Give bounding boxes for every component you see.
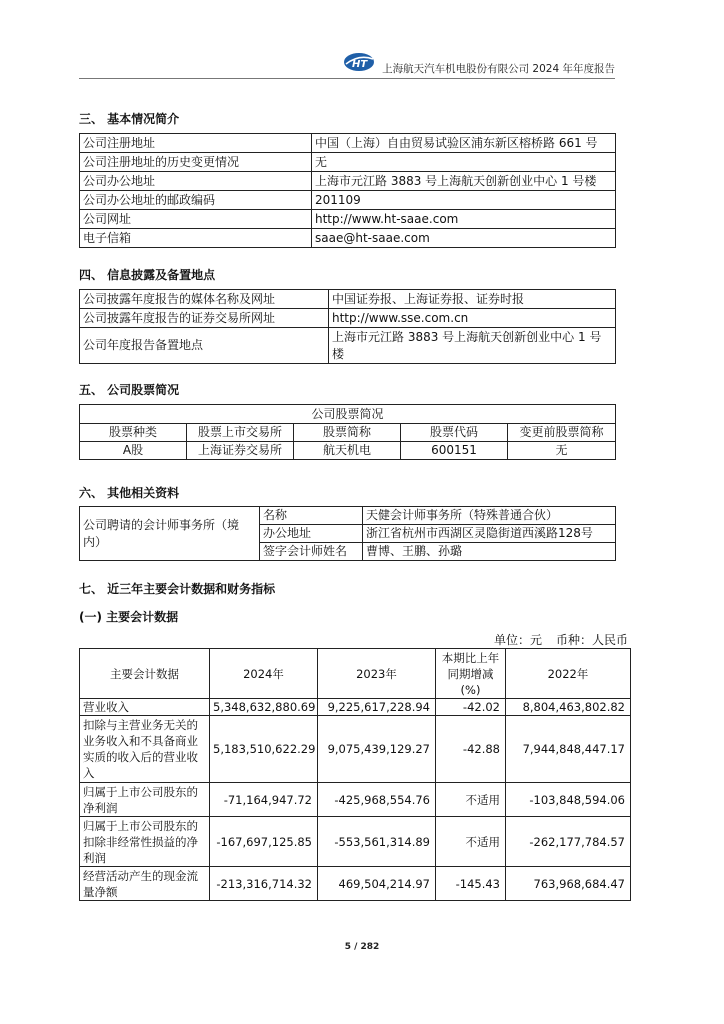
cell-label: 公司年度报告备置地点 <box>80 328 329 364</box>
row-label: 扣除与主营业务无关的业务收入和不具备商业实质的收入后的营业收入 <box>80 716 210 783</box>
table-row <box>80 229 616 248</box>
table-row <box>80 507 616 525</box>
table-row <box>80 172 616 191</box>
cell-label: 公司网址 <box>80 210 312 229</box>
cell-label: 公司注册地址 <box>80 134 312 153</box>
page-header <box>79 48 615 79</box>
cell-value: 航天机电 <box>294 442 401 460</box>
cell-2023: 9,225,617,228.94 <box>318 699 436 716</box>
cell-2024: -213,316,714.32 <box>210 867 318 901</box>
cell-label: 公司办公地址的邮政编码 <box>80 191 312 210</box>
unit-label: 单位：元 <box>493 633 542 647</box>
table-row <box>80 699 631 716</box>
table-row <box>80 442 616 460</box>
table-row <box>80 817 631 867</box>
cell-2024: 5,348,632,880.69 <box>210 699 318 716</box>
cell-2024: -71,164,947.72 <box>210 783 318 817</box>
column-header: 本期比上年同期增减(%) <box>436 649 506 699</box>
cell-value: 上海证券交易所 <box>187 442 294 460</box>
company-logo <box>343 52 375 72</box>
table-row <box>80 153 616 172</box>
cell-value: http://www.ht-saae.com <box>312 210 616 229</box>
column-header: 股票种类 <box>80 424 187 442</box>
table-header-row <box>80 424 616 442</box>
column-header: 股票上市交易所 <box>187 424 294 442</box>
cell-value: 中国（上海）自由贸易试验区浦东新区榕桥路 661 号 <box>312 134 616 153</box>
auditor-table <box>79 506 616 561</box>
cell-2022: -103,848,594.06 <box>506 783 631 817</box>
basic-info-table <box>79 133 616 248</box>
column-header: 主要会计数据 <box>80 649 210 699</box>
table-row <box>80 716 631 783</box>
currency-label: 币种：人民币 <box>555 633 628 647</box>
cell-change: 不适用 <box>436 783 506 817</box>
page-number: 5 / 282 <box>344 942 380 952</box>
cell-2022: 8,804,463,802.82 <box>506 699 631 716</box>
cell-label: 电子信箱 <box>80 229 312 248</box>
row-label: 营业收入 <box>80 699 210 716</box>
cell-2023: 9,075,439,129.27 <box>318 716 436 783</box>
cell-label: 公司披露年度报告的媒体名称及网址 <box>80 290 329 309</box>
disclosure-table <box>79 289 616 364</box>
cell-2022: -262,177,784.57 <box>506 817 631 867</box>
financial-table <box>79 648 631 901</box>
stock-table <box>79 404 616 460</box>
cell-change: -145.43 <box>436 867 506 901</box>
subsection-accounting-title: (一) 主要会计数据 <box>79 610 179 624</box>
unit-note <box>494 631 628 648</box>
cell-2023: -553,561,314.89 <box>318 817 436 867</box>
section-disclosure-title: 四、 信息披露及备置地点 <box>79 268 216 282</box>
section-basic-info-title: 三、 基本情况简介 <box>79 112 180 126</box>
cell-value: 浙江省杭州市西湖区灵隐街道西溪路128号 <box>363 525 616 543</box>
cell-label: 公司披露年度报告的证券交易所网址 <box>80 309 329 328</box>
row-label: 经营活动产生的现金流量净额 <box>80 867 210 901</box>
stock-caption: 公司股票简况 <box>80 405 616 424</box>
column-header: 股票代码 <box>401 424 508 442</box>
cell-change: -42.02 <box>436 699 506 716</box>
cell-label: 办公地址 <box>260 525 363 543</box>
column-header: 股票简称 <box>294 424 401 442</box>
cell-change: -42.88 <box>436 716 506 783</box>
report-title: 上海航天汽车机电股份有限公司 2024 年年度报告 <box>382 63 615 75</box>
section-stock-title: 五、 公司股票简况 <box>79 383 180 397</box>
cell-value: http://www.sse.com.cn <box>329 309 616 328</box>
table-row <box>80 867 631 901</box>
cell-2024: -167,697,125.85 <box>210 817 318 867</box>
cell-label: 公司办公地址 <box>80 172 312 191</box>
auditor-group-label: 公司聘请的会计师事务所（境内） <box>80 507 260 561</box>
column-header: 2023年 <box>318 649 436 699</box>
column-header: 2024年 <box>210 649 318 699</box>
column-header: 变更前股票简称 <box>508 424 616 442</box>
table-row <box>80 134 616 153</box>
cell-2024: 5,183,510,622.29 <box>210 716 318 783</box>
cell-value: 中国证券报、上海证券报、证券时报 <box>329 290 616 309</box>
table-row <box>80 328 616 364</box>
cell-value: 上海市元江路 3883 号上海航天创新创业中心 1 号楼 <box>312 172 616 191</box>
cell-label: 公司注册地址的历史变更情况 <box>80 153 312 172</box>
row-label: 归属于上市公司股东的净利润 <box>80 783 210 817</box>
table-row <box>80 290 616 309</box>
cell-value: A股 <box>80 442 187 460</box>
table-row <box>80 191 616 210</box>
cell-2022: 7,944,848,447.17 <box>506 716 631 783</box>
section-financial-title: 七、 近三年主要会计数据和财务指标 <box>79 582 276 596</box>
cell-value: 天健会计师事务所（特殊普通合伙） <box>363 507 616 525</box>
cell-value: 201109 <box>312 191 616 210</box>
cell-value: 上海市元江路 3883 号上海航天创新创业中心 1 号楼 <box>329 328 616 364</box>
table-row <box>80 405 616 424</box>
table-header-row <box>80 649 631 699</box>
cell-value: saae@ht-saae.com <box>312 229 616 248</box>
column-header: 2022年 <box>506 649 631 699</box>
cell-2022: 763,968,684.47 <box>506 867 631 901</box>
section-other-title: 六、 其他相关资料 <box>79 486 180 500</box>
row-label: 归属于上市公司股东的扣除非经常性损益的净利润 <box>80 817 210 867</box>
svg-text:HT: HT <box>352 59 368 70</box>
table-row <box>80 309 616 328</box>
cell-label: 签字会计师姓名 <box>260 543 363 561</box>
cell-value: 600151 <box>401 442 508 460</box>
cell-value: 无 <box>312 153 616 172</box>
table-row <box>80 783 631 817</box>
cell-change: 不适用 <box>436 817 506 867</box>
table-row <box>80 210 616 229</box>
cell-2023: 469,504,214.97 <box>318 867 436 901</box>
cell-value: 曹博、王鹏、孙璐 <box>363 543 616 561</box>
cell-2023: -425,968,554.76 <box>318 783 436 817</box>
cell-value: 无 <box>508 442 616 460</box>
cell-label: 名称 <box>260 507 363 525</box>
